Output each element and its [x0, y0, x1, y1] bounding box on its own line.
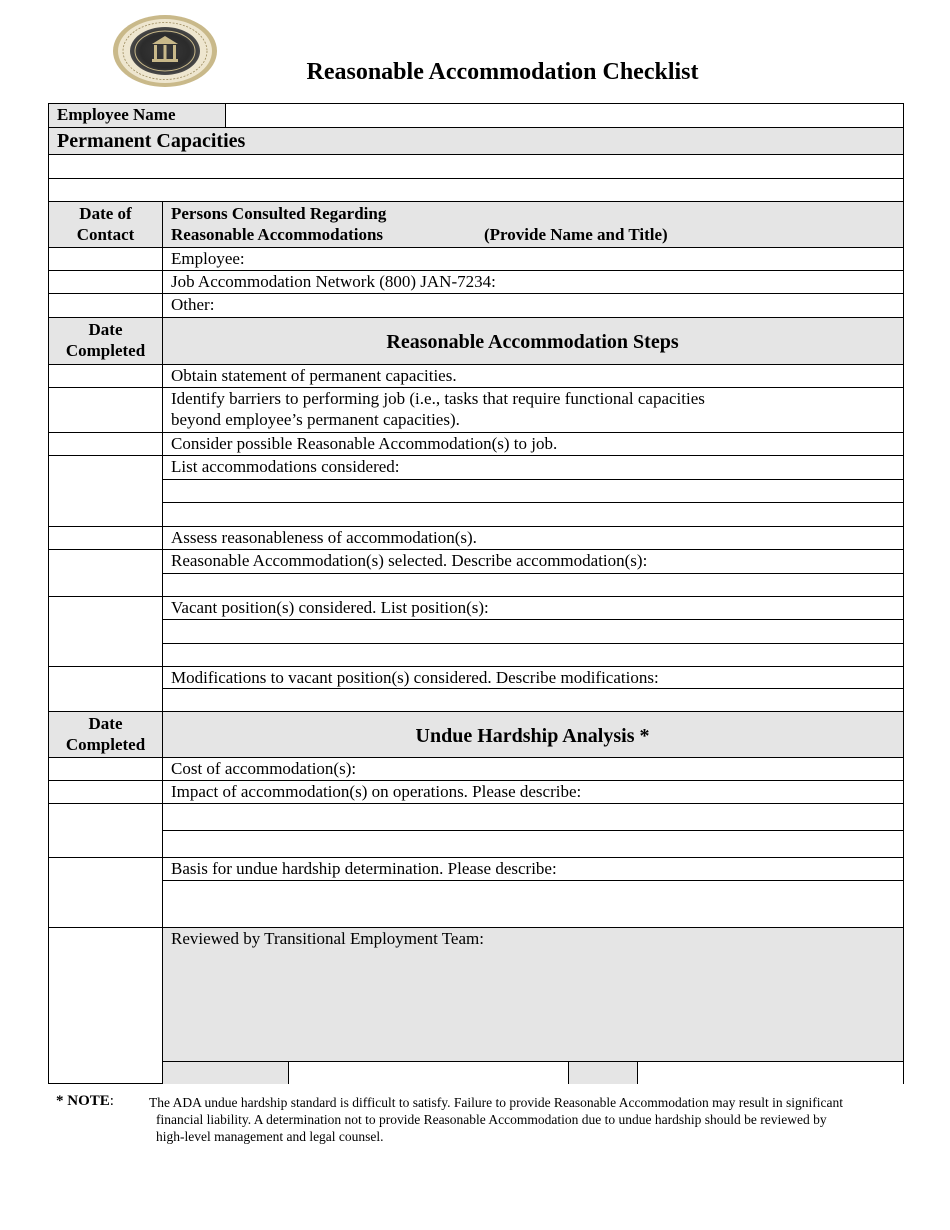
note-colon: : — [109, 1093, 114, 1109]
step-list-accommodations: List accommodations considered: — [171, 457, 400, 476]
steps-heading: Reasonable Accommodation Steps — [386, 331, 679, 353]
consulted-row-employee: Employee: — [171, 249, 245, 268]
employee-name-label: Employee Name — [57, 105, 176, 124]
step-identify-barriers-line2: beyond employee’s permanent capacities). — [171, 410, 460, 429]
date-of-contact-header — [49, 203, 162, 245]
note-label-text: * NOTE — [56, 1093, 110, 1109]
employee-name-field[interactable] — [226, 104, 903, 127]
step-obtain-statement: Obtain statement of permanent capacities. — [171, 366, 457, 385]
date-of-contact-line1: Date of — [79, 204, 132, 223]
hardship-date-line1: Date — [88, 714, 123, 733]
hardship-heading: Undue Hardship Analysis * — [415, 725, 650, 747]
steps-date-line2: Completed — [65, 341, 146, 360]
hardship-date-completed-header — [49, 713, 162, 755]
steps-date-completed-header — [49, 319, 162, 361]
signature-label-cell-1 — [162, 1061, 288, 1084]
hardship-impact: Impact of accommodation(s) on operations. Please describe: — [171, 782, 582, 801]
checklist-form — [48, 103, 904, 1084]
hardship-basis: Basis for undue hardship determination. Please describe: — [171, 859, 557, 878]
department-seal-logo — [112, 14, 218, 88]
signature-date-field[interactable] — [637, 1061, 903, 1084]
step-identify-barriers-line1: Identify barriers to performing job (i.e., tasks that require functional capacities — [171, 389, 705, 408]
note-line3: high-level management and legal counsel. — [156, 1129, 384, 1144]
step-vacant-positions: Vacant position(s) considered. List position(s): — [171, 598, 489, 617]
document-title: Reasonable Accommodation Checklist — [306, 59, 699, 85]
note-line2: financial liability. A determination not to provide Reasonable Accommodation due to undue hardship should be reviewed by — [156, 1112, 827, 1127]
consulted-row-jan: Job Accommodation Network (800) JAN-7234: — [171, 272, 496, 291]
signature-field[interactable] — [288, 1061, 568, 1084]
note-label — [56, 1093, 114, 1110]
review-label: Reviewed by Transitional Employment Team: — [171, 929, 484, 948]
step-modifications: Modifications to vacant position(s) considered. Describe modifications: — [171, 668, 659, 687]
consulted-row-other: Other: — [171, 295, 215, 314]
date-of-contact-line2: Contact — [76, 225, 135, 244]
permanent-capacities-line-1[interactable] — [49, 155, 903, 178]
step-accommodation-selected: Reasonable Accommodation(s) selected. Describe accommodation(s): — [171, 551, 648, 570]
persons-consulted-line1: Persons Consulted Regarding — [171, 204, 387, 223]
steps-date-line1: Date — [88, 320, 123, 339]
hardship-date-line2: Completed — [65, 735, 146, 754]
step-consider-accommodation: Consider possible Reasonable Accommodation(s) to job. — [171, 434, 558, 453]
persons-consulted-line2: Reasonable Accommodations — [171, 225, 384, 244]
note-line1: The ADA undue hardship standard is difficult to satisfy. Failure to provide Reasonable Accommodation may result in significant — [149, 1095, 843, 1110]
step-assess-reasonableness: Assess reasonableness of accommodation(s). — [171, 528, 477, 547]
signature-label-cell-2 — [568, 1061, 637, 1084]
permanent-capacities-heading: Permanent Capacities — [57, 130, 246, 152]
persons-consulted-hint: (Provide Name and Title) — [484, 225, 668, 244]
hardship-cost: Cost of accommodation(s): — [171, 759, 357, 778]
permanent-capacities-line-2[interactable] — [49, 179, 903, 201]
